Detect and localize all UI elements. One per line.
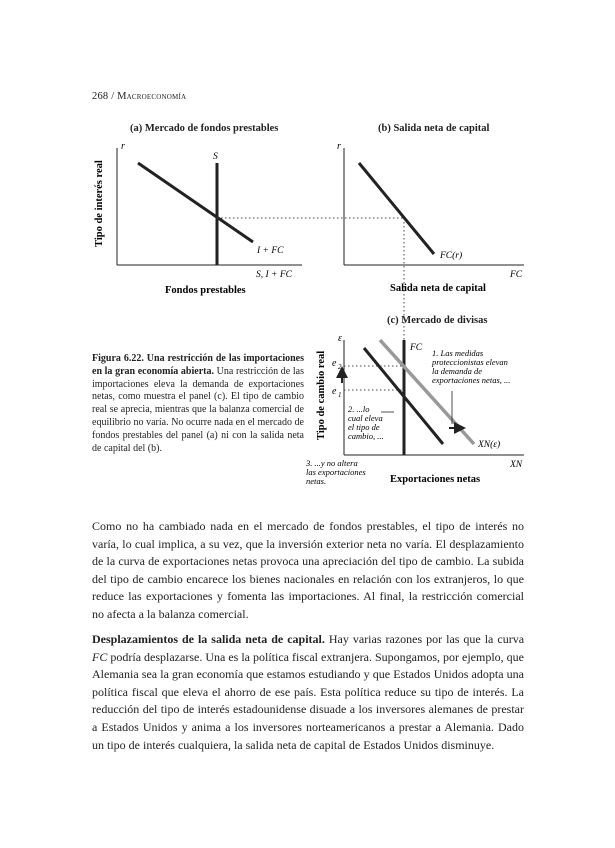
panel-c-y-axis-label: Tipo de cambio real [316, 350, 327, 440]
panel-c-x-axis-label: Exportaciones netas [390, 474, 481, 485]
panel-a-x-axis-label: Fondos prestables [165, 285, 246, 296]
panel-b-title: (b) Salida neta de capital [378, 123, 490, 134]
paragraph-1: Como no ha cambiado nada en el mercado de fondos prestables, el tipo de interés no varía, lo cual implica, a su vez, que la inversión exterior neta no varía. El desplazamiento de la curva de exportaciones netas provoca una apreciación del tipo de cambio. La subida del tipo de cambio encarece los bienes nacionales en relación con los extranjeros, lo que reduce las exportaciones y fomenta las importaciones. Al final, la restricción comercial no afecta a la balanza comercial. [92, 519, 524, 621]
caption-text: Una restricción de las importaciones eleva la demanda de exportaciones netas, como muestra el panel (c). El tipo de cambio real se aprecia, mientras que la balanza comercial de equilibrio no varía. No ocurre nada en el mercado de fondos prestables del panel (a) ni con la salida neta de capital del (b). [92, 365, 305, 454]
panel-a-y-axis-label: Tipo de interés real [94, 160, 105, 247]
panel-a-r-symbol: r [121, 141, 125, 152]
panel-c-title: (c) Mercado de divisas [387, 315, 488, 326]
panel-c-epsilon-symbol: ε [338, 333, 342, 344]
panel-c-e2-sub: 2 [338, 363, 342, 371]
paragraph-2-text-a: Hay varias razones por las que la curva [328, 632, 525, 646]
panel-c-e1-label: e [332, 386, 337, 397]
panel-c-note3: 3. ...y no altera las exportaciones netas. [306, 458, 366, 486]
panel-b-r-symbol: r [337, 141, 341, 152]
paragraph-2-text-b: podría desplazarse. Una es la política fiscal extranjera. Supongamos, por ejemplo, que Alemania sea la gran economía que estamos estudiando y que Estados Unidos adopta una política fiscal que eleva el ahorro de ese país. Esta política reduce su tipo de interés. La reducción del tipo de interés estadounidense disuade a los inversores alemanes de prestar a Estados Unidos y anima a los inversores norteamericanos a prestar a Alemania. Dado un tipo de interés cualquiera, la salida neta de capital de Estados Unidos disminuye. [92, 649, 524, 752]
panel-a-chart [94, 141, 302, 296]
panel-a-title: (a) Mercado de fondos prestables [130, 123, 279, 134]
panel-c-x-symbol: XN [510, 460, 523, 470]
panel-c-e2-label: e [332, 358, 337, 369]
paragraph-2-fc: FC [92, 649, 108, 664]
panel-c-note1: 1. Las medidas proteccionistas elevan la demanda de exportaciones netas, ... [432, 348, 511, 385]
figure-caption [92, 353, 304, 455]
panel-c-e1-sub: 1 [338, 391, 342, 399]
paragraph-2 [92, 631, 524, 754]
panel-a-x-symbol: S, I + FC [256, 270, 292, 280]
paragraph-2-heading: Desplazamientos de la salida neta de capital. [92, 632, 325, 646]
panel-b-x-axis-label: Salida neta de capital [390, 283, 486, 294]
panel-b-x-symbol: FC [510, 270, 523, 280]
panel-a-demand-label: I + FC [257, 246, 284, 256]
caption-label: Figura 6.22. Una restricción de las importaciones en la gran economía abierta. [92, 353, 304, 377]
panel-c-note2: 2. ...lo cual eleva el tipo de cambio, ... [348, 404, 384, 441]
panel-b-curve-label: FC(r) [440, 251, 463, 261]
panel-c-fc-label: FC [410, 343, 423, 353]
panel-c-chart [305, 333, 524, 486]
panel-b-fc-curve [359, 163, 434, 254]
header-separator: / [111, 91, 115, 102]
panel-a-supply-label: S [213, 152, 218, 162]
book-title: Macroeconomía [117, 91, 187, 102]
page-number: 268 [92, 91, 109, 102]
panel-c-curve-label: XN(ε) [478, 440, 501, 450]
panel-a-demand-curve [138, 163, 253, 242]
